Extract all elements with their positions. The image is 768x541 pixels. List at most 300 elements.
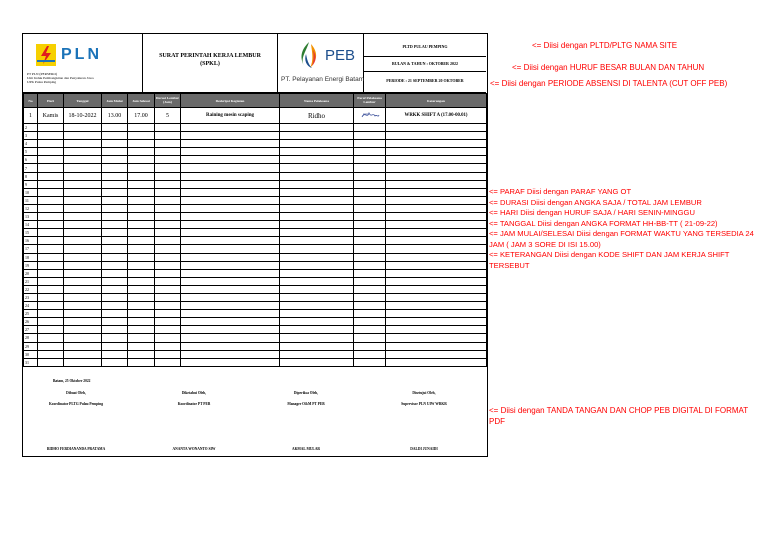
empty-cell [386, 334, 487, 342]
empty-cell [64, 148, 102, 156]
empty-cell [102, 164, 128, 172]
form-header [23, 34, 486, 93]
empty-cell [155, 204, 181, 212]
empty-cell [102, 358, 128, 366]
empty-cell [64, 221, 102, 229]
sig-name-2: ANANTA WONANTO SIW [172, 447, 216, 451]
sig-label-3: Diperiksa Oleh, [293, 391, 319, 395]
empty-cell [280, 140, 354, 148]
empty-cell [128, 156, 155, 164]
empty-cell [155, 180, 181, 188]
empty-cell [181, 326, 280, 334]
empty-cell [280, 204, 354, 212]
empty-cell [102, 188, 128, 196]
empty-cell [386, 285, 487, 293]
empty-cell [386, 204, 487, 212]
empty-cell [102, 253, 128, 261]
empty-cell [280, 261, 354, 269]
empty-cell [354, 124, 386, 132]
empty-cell [280, 253, 354, 261]
notes-rows [489, 187, 764, 271]
sig-label-1: Dibuat Oleh, [66, 391, 86, 395]
empty-cell [280, 148, 354, 156]
cell-no: 20 [24, 269, 38, 277]
empty-cell [64, 196, 102, 204]
empty-cell [102, 124, 128, 132]
empty-cell [181, 140, 280, 148]
empty-cell [354, 358, 386, 366]
cell-no: 7 [24, 164, 38, 172]
note-row: <= JAM MULAI/SELESAI Diisi dengan FORMAT WAKTU YANG TERSEDIA 24 JAM ( JAM 3 SORE DI ISI 15.00) [489, 229, 754, 249]
cell-no: 23 [24, 293, 38, 301]
empty-cell [128, 213, 155, 221]
empty-cell [386, 221, 487, 229]
note-period: <= Diisi dengan PERIODE ABSENSI DI TALENTA (CUT OFF PEB) [490, 79, 728, 88]
empty-cell [64, 310, 102, 318]
col-jam-mulai: Jam Mulai [102, 94, 128, 108]
cell-kegiatan: Raining mesin scaping [181, 108, 280, 124]
empty-cell [64, 180, 102, 188]
empty-cell [64, 277, 102, 285]
cell-tanggal: 18-10-2022 [64, 108, 102, 124]
empty-cell [354, 140, 386, 148]
col-no: No [24, 94, 38, 108]
empty-cell [386, 253, 487, 261]
empty-cell [102, 237, 128, 245]
empty-cell [181, 358, 280, 366]
empty-cell [181, 221, 280, 229]
empty-cell [102, 277, 128, 285]
empty-cell [181, 334, 280, 342]
empty-cell [64, 302, 102, 310]
empty-cell [386, 318, 487, 326]
empty-cell [386, 310, 487, 318]
empty-cell [280, 132, 354, 140]
company-line: UPK Pulau Pemping [27, 80, 57, 84]
empty-cell [181, 253, 280, 261]
empty-cell [128, 358, 155, 366]
empty-cell [386, 245, 487, 253]
empty-cell [38, 172, 64, 180]
empty-cell [128, 261, 155, 269]
empty-cell [181, 269, 280, 277]
empty-cell [354, 180, 386, 188]
empty-cell [354, 164, 386, 172]
table-row [24, 188, 487, 196]
empty-cell [38, 180, 64, 188]
empty-cell [181, 318, 280, 326]
empty-cell [280, 213, 354, 221]
empty-cell [155, 213, 181, 221]
empty-cell [38, 326, 64, 334]
title-line-1: SURAT PERINTAH KERJA LEMBUR [159, 53, 261, 59]
empty-cell [128, 124, 155, 132]
cell-no: 22 [24, 285, 38, 293]
empty-cell [386, 342, 487, 350]
table-row [24, 108, 487, 124]
cell-no: 14 [24, 221, 38, 229]
empty-cell [386, 172, 487, 180]
empty-cell [102, 261, 128, 269]
empty-cell [128, 285, 155, 293]
cell-paraf [354, 108, 386, 124]
empty-cell [354, 172, 386, 180]
col-nama: Nama Pelaksana [280, 94, 354, 108]
empty-cell [155, 237, 181, 245]
empty-cell [386, 140, 487, 148]
empty-cell [102, 132, 128, 140]
empty-cell [128, 302, 155, 310]
empty-cell [386, 188, 487, 196]
empty-cell [155, 164, 181, 172]
table-row [24, 302, 487, 310]
empty-cell [181, 156, 280, 164]
empty-cell [181, 188, 280, 196]
empty-cell [102, 334, 128, 342]
empty-cell [102, 269, 128, 277]
cell-no: 9 [24, 180, 38, 188]
empty-cell [280, 196, 354, 204]
cell-no: 30 [24, 350, 38, 358]
table-row [24, 180, 487, 188]
table-row [24, 156, 487, 164]
cell-no: 8 [24, 172, 38, 180]
empty-cell [354, 342, 386, 350]
empty-cell [280, 285, 354, 293]
empty-cell [181, 213, 280, 221]
note-row: <= PARAF Diisi dengan PARAF YANG OT [489, 187, 632, 196]
empty-cell [38, 261, 64, 269]
empty-cell [354, 213, 386, 221]
empty-cell [128, 318, 155, 326]
cell-no: 16 [24, 237, 38, 245]
table-row [24, 196, 487, 204]
sig-role-4: Supervisor PLN UIW WRKR [401, 402, 447, 406]
empty-cell [38, 164, 64, 172]
table-row [24, 310, 487, 318]
empty-cell [64, 358, 102, 366]
empty-cell [155, 326, 181, 334]
empty-cell [386, 196, 487, 204]
empty-cell [354, 204, 386, 212]
table-row [24, 350, 487, 358]
empty-cell [354, 156, 386, 164]
empty-cell [155, 310, 181, 318]
empty-cell [102, 350, 128, 358]
table-row [24, 140, 487, 148]
empty-cell [354, 277, 386, 285]
empty-cell [280, 172, 354, 180]
empty-cell [128, 132, 155, 140]
empty-cell [38, 269, 64, 277]
empty-cell [280, 277, 354, 285]
empty-cell [64, 164, 102, 172]
table-row [24, 334, 487, 342]
col-paraf: Paraf Pelaksana Lembur [354, 94, 386, 108]
empty-cell [181, 285, 280, 293]
empty-cell [64, 342, 102, 350]
table-row [24, 204, 487, 212]
site-name: PLTD PULAU PEMPING [402, 44, 448, 49]
empty-cell [155, 302, 181, 310]
cell-no: 6 [24, 156, 38, 164]
empty-cell [38, 213, 64, 221]
empty-cell [128, 293, 155, 301]
table-row [24, 172, 487, 180]
empty-cell [102, 245, 128, 253]
empty-cell [128, 342, 155, 350]
empty-cell [102, 196, 128, 204]
col-jam-selesai: Jam Selesai [128, 94, 155, 108]
empty-cell [155, 269, 181, 277]
empty-cell [354, 326, 386, 334]
table-row [24, 293, 487, 301]
table-row [24, 358, 487, 366]
pln-logo-text: PLN [61, 46, 102, 63]
empty-cell [64, 156, 102, 164]
empty-cell [102, 342, 128, 350]
empty-cell [155, 196, 181, 204]
empty-cell [128, 326, 155, 334]
table-row [24, 261, 487, 269]
empty-cell [354, 188, 386, 196]
table-row [24, 237, 487, 245]
empty-cell [386, 164, 487, 172]
empty-cell [128, 350, 155, 358]
empty-cell [64, 229, 102, 237]
empty-cell [386, 358, 487, 366]
empty-cell [64, 253, 102, 261]
empty-cell [102, 293, 128, 301]
empty-cell [128, 269, 155, 277]
empty-cell [155, 285, 181, 293]
sig-role-3: Manager O&M PT PEB [287, 402, 325, 406]
empty-cell [155, 148, 181, 156]
note-row: <= TANGGAL Diisi dengan ANGKA FORMAT HH-BB-TT ( 21-09-22) [489, 218, 718, 228]
empty-cell [102, 213, 128, 221]
sig-label-4: Disetujui Oleh, [412, 391, 436, 395]
empty-cell [354, 245, 386, 253]
empty-cell [386, 269, 487, 277]
table-row [24, 245, 487, 253]
peb-logo-cell [278, 34, 364, 92]
empty-cell [155, 334, 181, 342]
empty-cell [128, 164, 155, 172]
empty-cell [128, 188, 155, 196]
empty-cell [38, 253, 64, 261]
empty-cell [38, 204, 64, 212]
company-line: Unit Induk Pembangkitan dan Penyaluran Jawa [27, 76, 94, 80]
note-month: <= Diisi dengan HURUF BESAR BULAN DAN TAHUN [512, 63, 705, 72]
sig-role-1: Koordinator PLTG Pulau Pemping [48, 402, 103, 406]
empty-cell [354, 221, 386, 229]
empty-cell [280, 342, 354, 350]
cell-jam-mulai: 13.00 [102, 108, 128, 124]
table-row [24, 132, 487, 140]
empty-cell [386, 302, 487, 310]
empty-cell [280, 318, 354, 326]
table-row [24, 253, 487, 261]
cell-no: 4 [24, 140, 38, 148]
cell-hari: Kamis [38, 108, 64, 124]
empty-cell [64, 140, 102, 148]
empty-cell [280, 156, 354, 164]
empty-cell [64, 204, 102, 212]
cell-no: 27 [24, 326, 38, 334]
empty-cell [181, 132, 280, 140]
empty-cell [38, 132, 64, 140]
document-title [143, 52, 277, 68]
empty-cell [38, 342, 64, 350]
company-line: PT PLN (PERSERO) [27, 72, 58, 76]
empty-cell [181, 293, 280, 301]
cell-no: 24 [24, 302, 38, 310]
empty-cell [38, 285, 64, 293]
empty-cell [38, 302, 64, 310]
empty-cell [354, 253, 386, 261]
empty-cell [128, 245, 155, 253]
empty-cell [280, 269, 354, 277]
cell-no: 1 [24, 108, 38, 124]
empty-cell [38, 318, 64, 326]
empty-cell [354, 132, 386, 140]
cell-no: 3 [24, 132, 38, 140]
empty-cell [102, 221, 128, 229]
table-row [24, 277, 487, 285]
table-row [24, 164, 487, 172]
empty-cell [155, 221, 181, 229]
empty-cell [64, 124, 102, 132]
cell-no: 5 [24, 148, 38, 156]
empty-cell [354, 293, 386, 301]
col-durasi: Durasi Lembur (Jam) [155, 94, 181, 108]
empty-cell [102, 326, 128, 334]
empty-cell [155, 293, 181, 301]
empty-cell [155, 350, 181, 358]
cell-no: 29 [24, 342, 38, 350]
empty-cell [354, 334, 386, 342]
empty-cell [280, 229, 354, 237]
note-row: <= KETERANGAN Diisi dengan KODE SHIFT DAN JAM KERJA SHIFT TERSEBUT [489, 250, 730, 270]
empty-cell [64, 213, 102, 221]
empty-cell [181, 164, 280, 172]
overtime-table [23, 93, 487, 367]
empty-cell [181, 204, 280, 212]
empty-cell [386, 156, 487, 164]
empty-cell [128, 237, 155, 245]
empty-cell [386, 350, 487, 358]
empty-cell [155, 277, 181, 285]
empty-cell [64, 245, 102, 253]
table-row [24, 221, 487, 229]
cell-keterangan: WRKK SHIFT A (17.00-00.01) [386, 108, 487, 124]
empty-cell [38, 188, 64, 196]
title-line-2: (SPKL) [200, 61, 220, 67]
empty-cell [102, 302, 128, 310]
place-date: Batam, 25 Oktober 2022 [53, 379, 91, 383]
empty-cell [155, 132, 181, 140]
empty-cell [38, 358, 64, 366]
cell-jam-selesai: 17.00 [128, 108, 155, 124]
table-row [24, 124, 487, 132]
empty-cell [64, 172, 102, 180]
sig-name-1: RIDHO FERDIANANDA PRATAMA [46, 447, 106, 451]
empty-cell [64, 269, 102, 277]
cell-no: 31 [24, 358, 38, 366]
empty-cell [386, 180, 487, 188]
title-cell [143, 34, 278, 92]
empty-cell [280, 326, 354, 334]
col-tanggal: Tanggal [64, 94, 102, 108]
empty-cell [64, 132, 102, 140]
period: PERIODE : 21 SEPTEMBER 20 OKTOBER [386, 78, 464, 83]
table-row [24, 318, 487, 326]
empty-cell [181, 310, 280, 318]
cell-no: 26 [24, 318, 38, 326]
empty-cell [128, 334, 155, 342]
empty-cell [38, 229, 64, 237]
empty-cell [38, 221, 64, 229]
cell-no: 15 [24, 229, 38, 237]
empty-cell [102, 140, 128, 148]
table-row [24, 326, 487, 334]
empty-cell [155, 140, 181, 148]
empty-cell [128, 140, 155, 148]
table-row [24, 269, 487, 277]
empty-cell [181, 342, 280, 350]
empty-cell [128, 204, 155, 212]
empty-cell [38, 237, 64, 245]
empty-cell [64, 285, 102, 293]
empty-cell [354, 318, 386, 326]
empty-cell [128, 221, 155, 229]
empty-cell [280, 302, 354, 310]
note-site: <= Diisi dengan PLTD/PLTG NAMA SITE [532, 41, 678, 50]
empty-cell [280, 124, 354, 132]
cell-no: 25 [24, 310, 38, 318]
cell-no: 10 [24, 188, 38, 196]
empty-cell [102, 180, 128, 188]
empty-cell [280, 164, 354, 172]
cell-no: 18 [24, 253, 38, 261]
empty-cell [155, 261, 181, 269]
month-year: BULAN & TAHUN : OKTOBER 2022 [392, 61, 458, 66]
table-row [24, 148, 487, 156]
peb-subtitle: PT. Pelayanan Energi Batam [281, 76, 365, 83]
cell-no: 13 [24, 213, 38, 221]
empty-cell [155, 172, 181, 180]
empty-cell [64, 334, 102, 342]
empty-cell [64, 350, 102, 358]
empty-cell [102, 310, 128, 318]
empty-cell [155, 245, 181, 253]
empty-cell [280, 237, 354, 245]
empty-cell [155, 156, 181, 164]
empty-cell [354, 269, 386, 277]
empty-cell [102, 172, 128, 180]
empty-cell [181, 180, 280, 188]
empty-cell [386, 148, 487, 156]
period-cell [364, 34, 486, 92]
table-row [24, 229, 487, 237]
cell-no: 17 [24, 245, 38, 253]
empty-cell [181, 196, 280, 204]
empty-cell [102, 148, 128, 156]
empty-cell [128, 148, 155, 156]
empty-cell [181, 302, 280, 310]
cell-durasi: 5 [155, 108, 181, 124]
empty-cell [280, 188, 354, 196]
